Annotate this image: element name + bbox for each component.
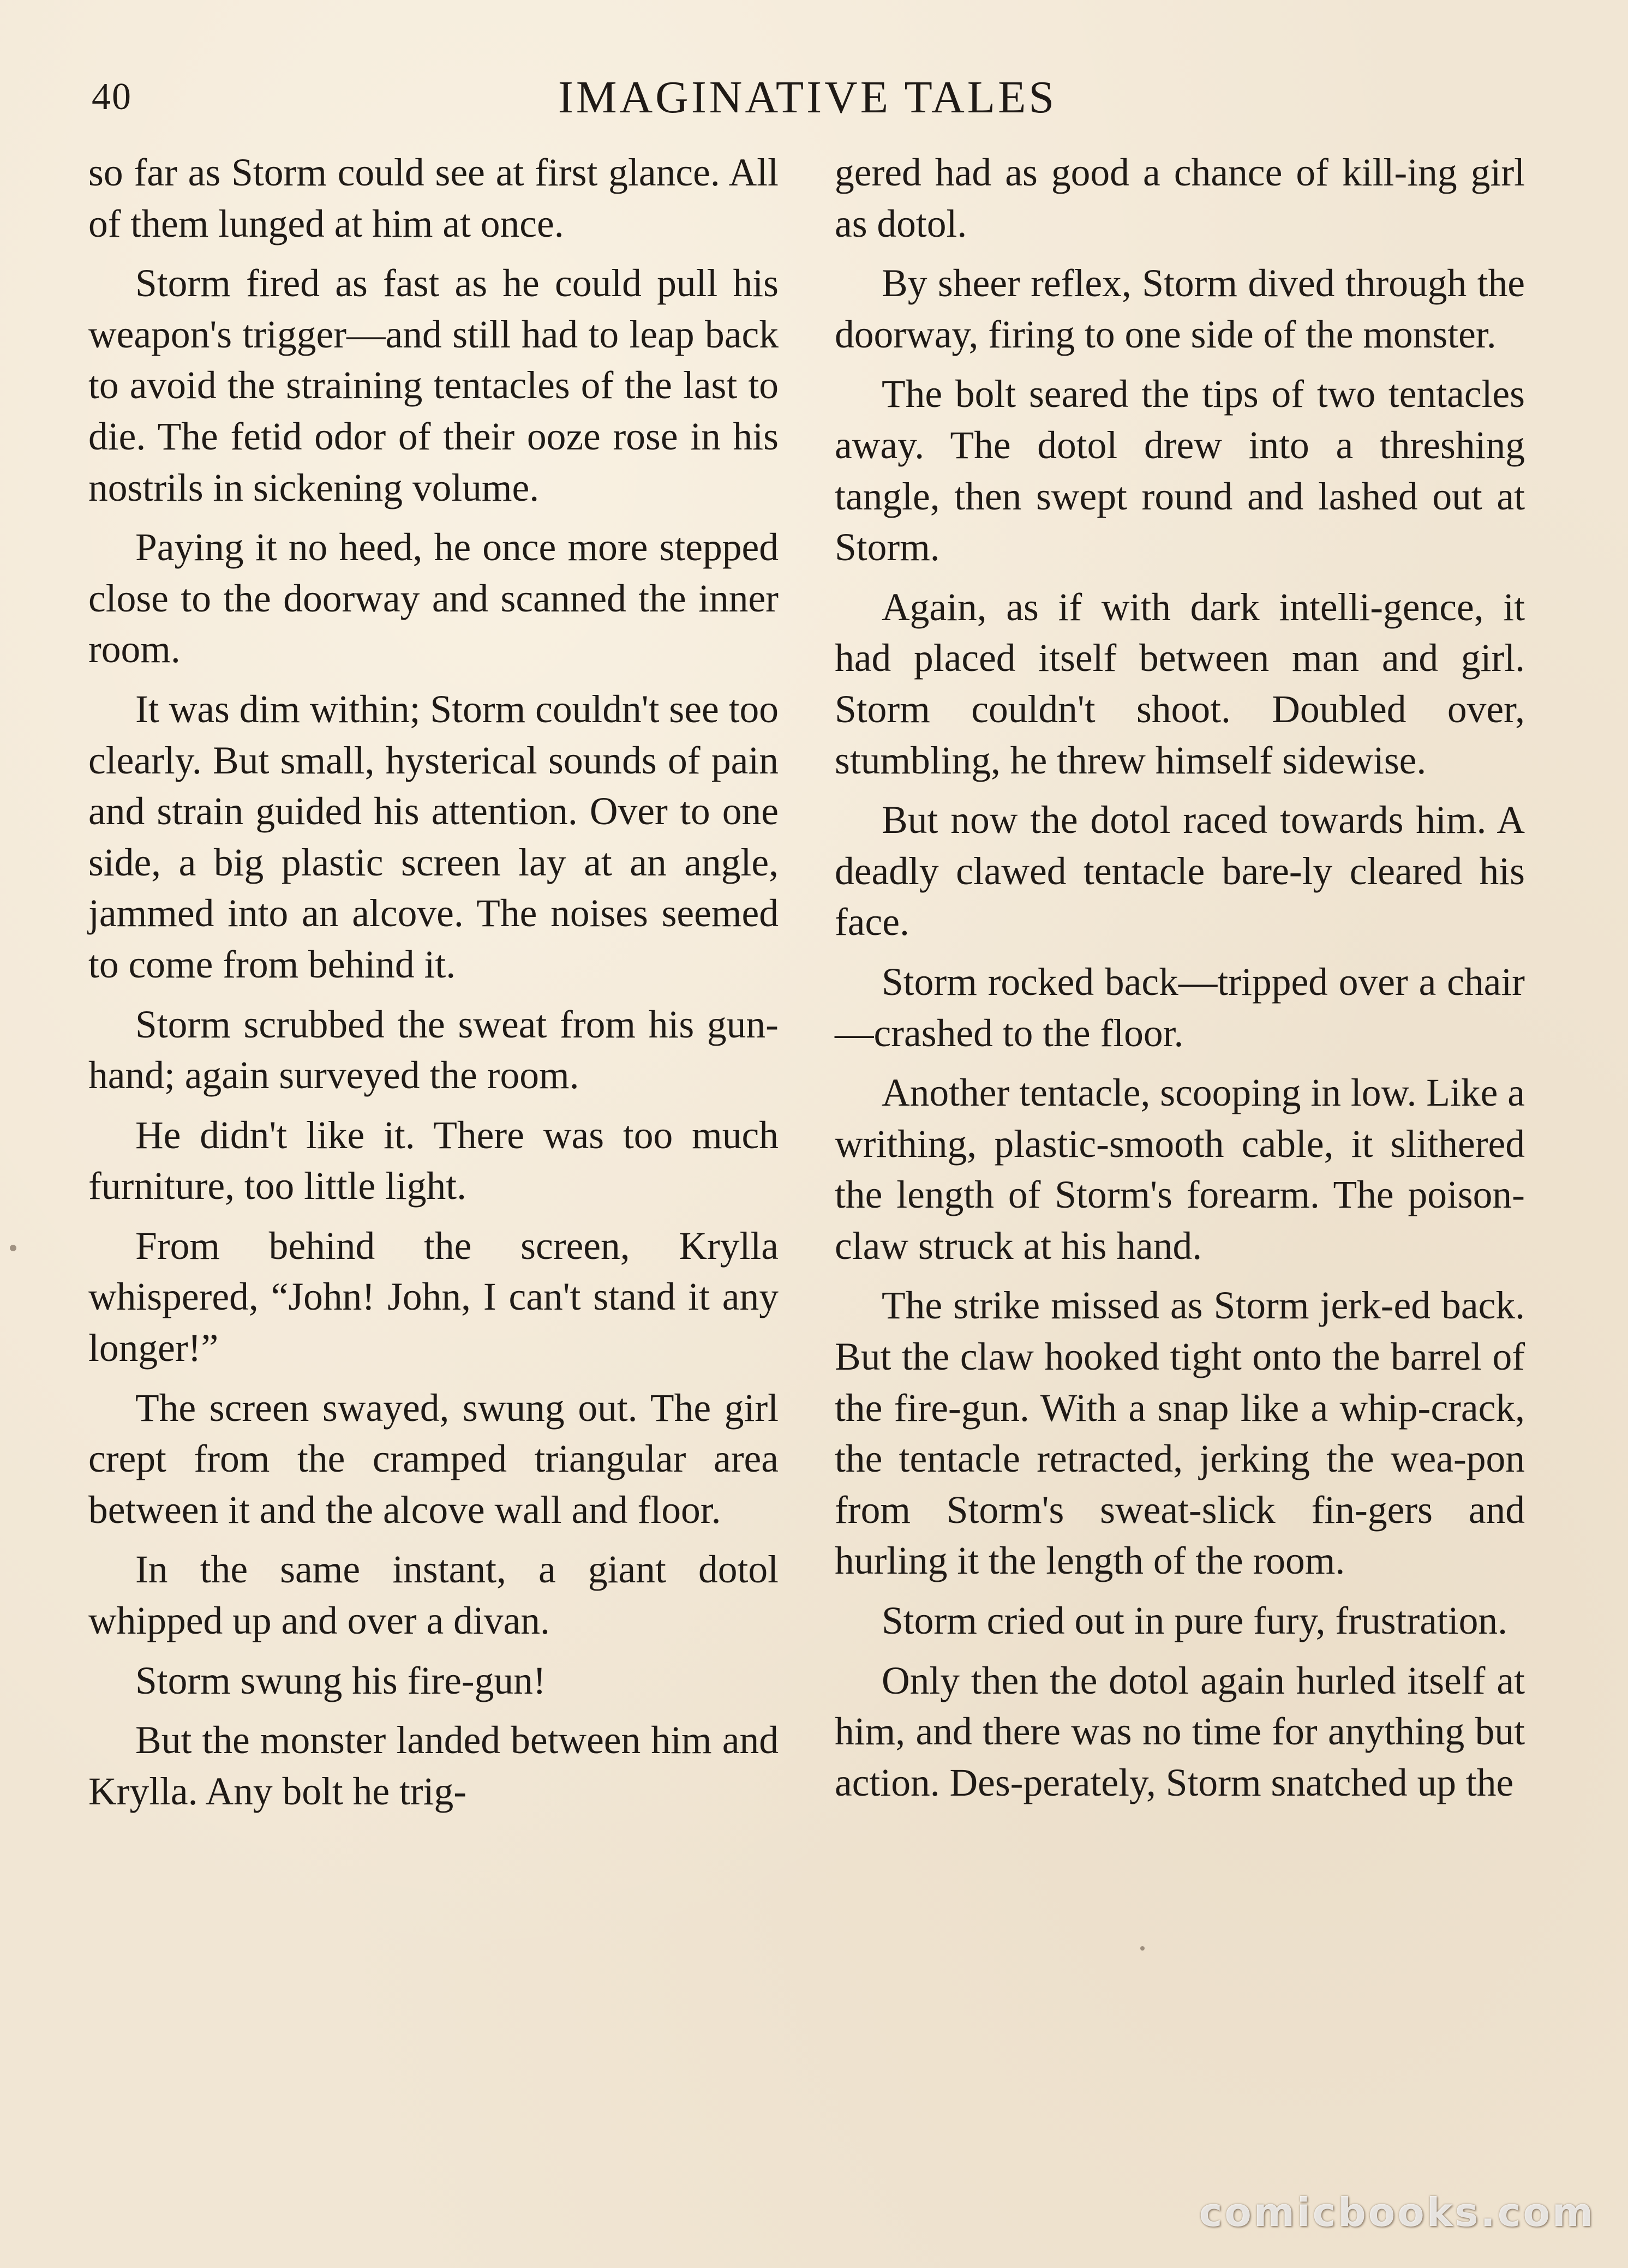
running-head: IMAGINATIVE TALES [558, 72, 1057, 123]
print-speck [1140, 1946, 1145, 1951]
paragraph: Another tentacle, scooping in low. Like a writhing, plastic-smooth cable, it slithered the length of Storm's forearm. The poison-claw struck at his hand. [835, 1071, 1525, 1268]
paragraph: The bolt seared the tips of two tentacles away. The dotol drew into a threshing tangle, then swept round and lashed out at Storm. [835, 373, 1525, 569]
paragraph: It was dim within; Storm couldn't see too clearly. But small, hysterical sounds of pain and strain guided his attention. Over to one side, a big plastic screen lay at an angle, jammed into an alcove. The noises seemed to come from behind it. [88, 687, 779, 986]
paragraph: Storm scrubbed the sweat from his gun-hand; again surveyed the room. [88, 1003, 779, 1097]
text-column-left [88, 147, 779, 1826]
paragraph: But the monster landed between him and Krylla. Any bolt he trig- [88, 1719, 779, 1813]
paragraph: Storm swung his fire-gun! [135, 1659, 546, 1702]
paragraph: gered had as good a chance of kill-ing girl as dotol. [835, 151, 1525, 245]
paragraph: Storm cried out in pure fury, frustration. [882, 1599, 1508, 1643]
paragraph: But now the dotol raced towards him. A deadly clawed tentacle bare-ly cleared his face. [835, 799, 1525, 944]
paragraph: He didn't like it. There was too much furniture, too little light. [88, 1113, 779, 1208]
page-header [82, 65, 1533, 125]
page-number: 40 [92, 76, 132, 118]
paragraph: Storm fired as fast as he could pull his weapon's trigger—and still had to leap back to avoid the straining tentacles of the last to die. The fetid odor of their ooze rose in his nostrils in sickening volume. [88, 262, 779, 509]
paragraph: so far as Storm could see at first glance. All of them lunged at him at once. [88, 151, 779, 245]
watermark: comicbooks.com [1199, 2189, 1595, 2235]
paragraph: Again, as if with dark intelli-gence, it had placed itself between man and girl. Storm couldn't shoot. Doubled over, stumbling, he threw himself sidewise. [835, 585, 1525, 782]
paragraph: The strike missed as Storm jerk-ed back. But the claw hooked tight onto the barrel of the fire-gun. With a snap like a whip-crack, the tentacle retracted, jerking the wea-pon from Storm's sweat-slick fin-gers and hurling it the length of the room. [835, 1284, 1525, 1583]
paragraph: Paying it no heed, he once more stepped close to the doorway and scanned the inner room. [88, 526, 779, 671]
paragraph: Storm rocked back—tripped over a chair—crashed to the floor. [835, 960, 1525, 1055]
paragraph: The screen swayed, swung out. The girl crept from the cramped triangular area between it and the alcove wall and floor. [88, 1386, 779, 1532]
paragraph: Only then the dotol again hurled itself at him, and there was no time for anything but action. Des-perately, Storm snatched up the [835, 1659, 1525, 1804]
paragraph: In the same instant, a giant dotol whipped up and over a divan. [88, 1548, 779, 1643]
paragraph: By sheer reflex, Storm dived through the doorway, firing to one side of the monster. [835, 262, 1525, 356]
paragraph: From behind the screen, Krylla whispered, “John! John, I can't stand it any longer!” [88, 1224, 779, 1370]
print-speck [10, 1245, 16, 1251]
text-column-right [835, 147, 1525, 1817]
